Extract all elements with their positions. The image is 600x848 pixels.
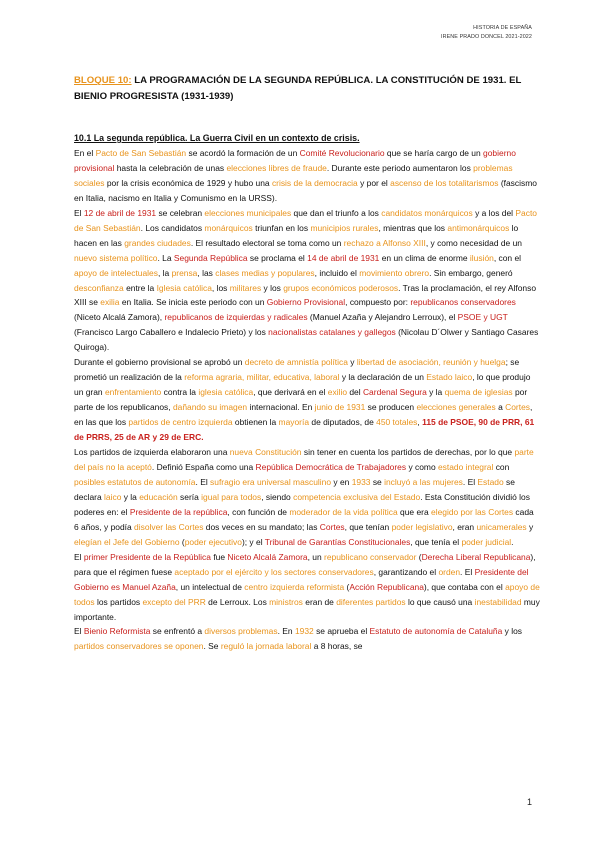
highlighted-term: 450 totales xyxy=(376,417,418,428)
highlighted-term: diversos problemas xyxy=(204,626,278,637)
highlighted-term: poder legislativo xyxy=(391,521,453,532)
text-run: El xyxy=(74,551,84,562)
highlighted-term: Presidente de la república xyxy=(129,506,228,517)
highlighted-term: candidatos monárquicos xyxy=(381,207,473,218)
text-run: , que derivará en el xyxy=(253,387,328,398)
section-heading: 10.1 La segunda república. La Guerra Civil en un contexto de crisis. xyxy=(74,133,360,143)
text-run: , la xyxy=(157,267,172,278)
text-run: y xyxy=(526,521,534,532)
text-run: . La xyxy=(157,252,174,263)
highlighted-term: 115 de PSOE, 90 de PRR, 61 de PRRS, 25 de AR y 29 de ERC. xyxy=(74,417,535,443)
highlighted-term: republicanos de izquierdas y radicales xyxy=(164,312,308,323)
highlighted-term: libertad de asociación, reunión y huelga xyxy=(356,357,506,368)
highlighted-term: 1932 xyxy=(294,626,314,637)
text-run: de diputados, de xyxy=(309,417,377,428)
text-run: que era xyxy=(397,506,431,517)
page-number: 1 xyxy=(526,797,532,807)
highlighted-term: monárquicos xyxy=(204,222,253,233)
highlighted-term: militares xyxy=(229,282,262,293)
highlighted-term: primer Presidente de la República xyxy=(83,551,211,562)
highlighted-term: partidos conservadores se oponen xyxy=(74,641,204,652)
text-run: se xyxy=(370,476,385,487)
highlighted-term: educación xyxy=(139,491,178,502)
text-run: . El xyxy=(462,476,478,487)
highlighted-term: antimonárquicos xyxy=(447,222,510,233)
highlighted-term: desconfianza xyxy=(74,282,124,293)
text-run: fue xyxy=(210,551,228,562)
header-author: IRENE PRADO DONCEL 2021-2022 xyxy=(441,33,532,40)
text-run: sería xyxy=(177,491,202,502)
text-run: , un intelectual de xyxy=(175,581,245,592)
text-run: se proclama el xyxy=(247,252,308,263)
header-subject: HISTORIA DE ESPAÑA xyxy=(473,25,532,31)
highlighted-term: sufragio era universal masculino xyxy=(210,476,332,487)
paragraph xyxy=(74,624,540,654)
text-run: Durante el gobierno provisional se aprobó un xyxy=(74,357,245,368)
highlighted-term: Bienio Reformista xyxy=(83,626,151,637)
highlighted-term: disolver las Cortes xyxy=(134,521,204,532)
text-run: , que tenían xyxy=(344,521,392,532)
highlighted-term: enfrentamiento xyxy=(104,387,162,398)
text-run: . Los candidatos xyxy=(140,222,205,233)
document-body xyxy=(74,131,540,654)
highlighted-term: rechazo a Alfonso XIII xyxy=(343,237,426,248)
text-run: sin tener en cuenta los partidos de derechas, por lo que xyxy=(301,447,515,458)
paragraph xyxy=(74,146,540,206)
text-run: y la xyxy=(121,491,140,502)
highlighted-term: parte del país no la aceptó xyxy=(74,447,534,472)
text-run: a 8 horas, se xyxy=(311,641,363,652)
text-run: y los xyxy=(502,626,523,637)
highlighted-term: inestabilidad xyxy=(474,596,522,607)
text-run: (Niceto Alcalá Zamora), xyxy=(74,312,165,323)
text-run: entre la xyxy=(123,282,157,293)
highlighted-term: incluyó a las mujeres xyxy=(384,476,463,487)
text-run: El xyxy=(74,626,84,637)
highlighted-term: elecciones generales xyxy=(416,402,496,413)
text-run: se aprueba el xyxy=(313,626,370,637)
highlighted-term: 1933 xyxy=(351,476,371,487)
highlighted-term: exilio xyxy=(327,387,348,398)
highlighted-term: orden xyxy=(438,566,461,577)
text-run: , lo que produjo un gran xyxy=(74,372,531,398)
text-run: y en xyxy=(331,476,352,487)
text-run: , los xyxy=(211,282,230,293)
paragraph xyxy=(74,206,540,356)
highlighted-term: Presidente del Gobierno es Manuel Azaña xyxy=(74,566,529,592)
paragraph xyxy=(74,355,540,445)
text-run: triunfan en los xyxy=(252,222,311,233)
paragraph xyxy=(74,550,540,625)
text-run: contra la xyxy=(161,387,199,398)
page-header xyxy=(441,24,532,41)
highlighted-term: República Democrática de Trabajadores xyxy=(255,461,407,472)
highlighted-term: iglesia católica xyxy=(198,387,254,398)
highlighted-term: grupos económicos poderosos xyxy=(283,282,399,293)
highlighted-term: municipios rurales xyxy=(310,222,379,233)
highlighted-term: excepto del PRR xyxy=(142,596,206,607)
highlighted-term: PSOE y UGT xyxy=(457,312,508,323)
text-run: por la crisis económica de 1929 y hubo una xyxy=(104,177,272,188)
highlighted-term: clases medias y populares xyxy=(215,267,315,278)
highlighted-term: exilia xyxy=(100,297,120,308)
text-run: , con el xyxy=(493,252,522,263)
paragraph-list xyxy=(74,146,540,654)
text-run: . Sin embargo, generó xyxy=(429,267,513,278)
highlighted-term: Estatuto de autonomía de Cataluña xyxy=(369,626,503,637)
text-run: y como xyxy=(406,461,438,472)
text-run: , con función de xyxy=(227,506,290,517)
highlighted-term: elegían el Jefe del Gobierno xyxy=(74,536,180,547)
highlighted-term: centro izquierda reformista xyxy=(244,581,345,592)
text-run: obtienen la xyxy=(232,417,279,428)
text-run: , garantizando el xyxy=(373,566,439,577)
text-run: ( xyxy=(344,581,350,592)
highlighted-term: crisis de la democracia xyxy=(271,177,358,188)
text-run: en Italia. Se inicia este periodo con un xyxy=(119,297,267,308)
text-run: (Nicolau D´Olwer y Santiago Casares Quiroga). xyxy=(74,327,539,353)
highlighted-term: poder judicial xyxy=(461,536,512,547)
text-run: se producen xyxy=(365,402,417,413)
highlighted-term: Estado xyxy=(477,476,504,487)
highlighted-term: Tribunal de Garantías Constitucionales xyxy=(264,536,411,547)
text-run: que dan el triunfo a los xyxy=(291,207,382,218)
text-run: lo hacen en las xyxy=(74,222,519,248)
text-run: . Durante este periodo aumentaron los xyxy=(326,162,474,173)
text-run: los partidos xyxy=(94,596,143,607)
highlighted-term: ministros xyxy=(269,596,303,607)
highlighted-term: elegido por las Cortes xyxy=(431,506,514,517)
text-run: , las xyxy=(197,267,216,278)
highlighted-term: igual para todos xyxy=(201,491,262,502)
highlighted-term: Iglesia católica xyxy=(156,282,212,293)
text-run: lo que causó una xyxy=(405,596,475,607)
text-run: , un xyxy=(307,551,325,562)
highlighted-term: 12 de abril de 1931 xyxy=(83,207,157,218)
text-run: , eran xyxy=(452,521,477,532)
text-run: . El xyxy=(195,476,211,487)
highlighted-term: ascenso de los totalitarismos xyxy=(390,177,499,188)
text-run: , mientras que los xyxy=(378,222,448,233)
highlighted-term: reforma agraria, militar, educativa, laboral xyxy=(184,372,340,383)
highlighted-term: reguló la jornada laboral xyxy=(220,641,312,652)
highlighted-term: Derecha Liberal Republicana xyxy=(421,551,531,562)
text-run: cada 6 años, y podía xyxy=(74,506,534,532)
text-run: En el xyxy=(74,147,96,158)
text-run: y los xyxy=(261,282,284,293)
text-run: , siendo xyxy=(261,491,294,502)
text-run: . xyxy=(511,536,514,547)
highlighted-term: Pacto de San Sebastián xyxy=(95,147,187,158)
highlighted-term: elecciones libres de fraude xyxy=(226,162,327,173)
highlighted-term: gobierno provisional xyxy=(74,147,516,173)
text-run: ), para que el régimen fuese xyxy=(74,551,536,577)
text-run: de Lerroux. Los xyxy=(205,596,270,607)
text-run: y a los del xyxy=(472,207,516,218)
highlighted-term: estado integral xyxy=(437,461,494,472)
highlighted-term: decreto de amnistía política xyxy=(244,357,348,368)
highlighted-term: Segunda República xyxy=(173,252,248,263)
text-run: del xyxy=(347,387,363,398)
text-run: (Manuel Azaña y Alejandro Lerroux), el xyxy=(307,312,458,323)
text-run: eran de xyxy=(302,596,337,607)
highlighted-term: posibles estatutos de autonomía xyxy=(74,476,196,487)
text-run: y por el xyxy=(357,177,391,188)
text-run: se celebran xyxy=(156,207,205,218)
paragraph xyxy=(74,445,540,550)
text-run: El xyxy=(74,207,84,218)
text-run: se acordó la formación de un xyxy=(186,147,300,158)
text-run: en un clima de enorme xyxy=(379,252,470,263)
highlighted-term: Cardenal Segura xyxy=(362,387,427,398)
highlighted-term: moderador de la vida política xyxy=(289,506,398,517)
text-run: que se haría cargo de un xyxy=(384,147,484,158)
text-run: muy importante. xyxy=(74,596,540,622)
highlighted-term: laico xyxy=(104,491,122,502)
highlighted-term: quema de iglesias xyxy=(444,387,513,398)
text-run: . Se xyxy=(203,641,221,652)
highlighted-term: competencia exclusiva del Estado xyxy=(293,491,421,502)
text-run: y la xyxy=(426,387,445,398)
highlighted-term: poder ejecutivo xyxy=(184,536,242,547)
text-run: , en las que los xyxy=(74,402,533,428)
text-run: ( xyxy=(179,536,185,547)
highlighted-term: mayoría xyxy=(278,417,310,428)
highlighted-term: dañando su imagen xyxy=(172,402,248,413)
highlighted-term: apoyo de todos xyxy=(74,581,540,607)
highlighted-term: diferentes partidos xyxy=(336,596,406,607)
highlighted-term: Cortes xyxy=(319,521,345,532)
highlighted-term: nacionalistas catalanes y gallegos xyxy=(268,327,396,338)
text-run: y la declaración de un xyxy=(339,372,427,383)
highlighted-term: grandes ciudades xyxy=(124,237,191,248)
text-run: . En xyxy=(277,626,295,637)
text-run: se enfrentó a xyxy=(150,626,205,637)
text-run: , xyxy=(417,417,423,428)
text-run: . Esta Constitución dividió los poderes en: el xyxy=(74,491,530,517)
highlighted-term: ilusión xyxy=(469,252,494,263)
highlighted-term: republicano conservador xyxy=(324,551,417,562)
text-run: Los partidos de izquierda elaboraron una xyxy=(74,447,230,458)
highlighted-term: Comité Revolucionario xyxy=(299,147,385,158)
text-run: (fascismo en Italia, nacismo en Italia y Comunismo en la URSS). xyxy=(74,177,537,203)
text-run: se declara xyxy=(74,476,515,502)
text-run: . Tras la proclamación, el rey Alfonso XIII se xyxy=(74,282,537,308)
text-run: , compuesto por: xyxy=(345,297,411,308)
text-run: ), que contaba con el xyxy=(423,581,506,592)
highlighted-term: Acción Republicana xyxy=(349,581,424,592)
text-run: , incluido el xyxy=(314,267,360,278)
highlighted-term: problemas sociales xyxy=(74,162,513,188)
block-title xyxy=(74,73,536,105)
highlighted-term: nueva Constitución xyxy=(229,447,302,458)
text-run: dos veces en su mandato; las xyxy=(203,521,320,532)
text-run: (Francisco Largo Caballero e Indalecio Prieto) y los xyxy=(74,327,269,338)
highlighted-term: Niceto Alcalá Zamora xyxy=(227,551,308,562)
text-run: . El xyxy=(460,566,475,577)
block-label: BLOQUE 10: xyxy=(74,75,132,86)
text-run: y xyxy=(347,357,357,368)
text-run: , y como necesidad de un xyxy=(425,237,522,248)
highlighted-term: Cortes xyxy=(505,402,530,413)
block-title-text: LA PROGRAMACIÓN DE LA SEGUNDA REPÚBLICA. LA CONSTITUCIÓN DE 1931. EL BIENIO PROGRESISTA (1931-1939) xyxy=(74,75,522,102)
highlighted-term: Estado laico xyxy=(426,372,473,383)
text-run: ; se prometió un realización de la xyxy=(74,357,520,383)
highlighted-term: Pacto de San Sebastián xyxy=(74,207,537,233)
text-run: ); y el xyxy=(241,536,265,547)
highlighted-term: elecciones municipales xyxy=(204,207,292,218)
highlighted-term: unicamerales xyxy=(476,521,527,532)
highlighted-term: apoyo de intelectuales xyxy=(74,267,158,278)
highlighted-term: partidos de centro izquierda xyxy=(128,417,233,428)
highlighted-term: nuevo sistema político xyxy=(74,252,158,263)
highlighted-term: junio de 1931 xyxy=(314,402,366,413)
highlighted-term: Gobierno Provisional xyxy=(266,297,346,308)
highlighted-term: movimiento obrero xyxy=(359,267,430,278)
text-run: internacional. En xyxy=(247,402,315,413)
text-run: , que tenía el xyxy=(410,536,462,547)
highlighted-term: republicanos conservadores xyxy=(410,297,516,308)
text-run: ( xyxy=(416,551,422,562)
text-run: con xyxy=(493,461,510,472)
highlighted-term: prensa xyxy=(171,267,198,278)
text-run: a xyxy=(495,402,506,413)
text-run: por parte de los republicanos, xyxy=(74,387,528,413)
highlighted-term: 14 de abril de 1931 xyxy=(307,252,380,263)
text-run: . Definió España como una xyxy=(151,461,256,472)
text-run: hasta la celebración de unas xyxy=(114,162,227,173)
highlighted-term: aceptado por el ejército y los sectores conservadores xyxy=(174,566,374,577)
text-run: . El resultado electoral se toma como un xyxy=(190,237,344,248)
